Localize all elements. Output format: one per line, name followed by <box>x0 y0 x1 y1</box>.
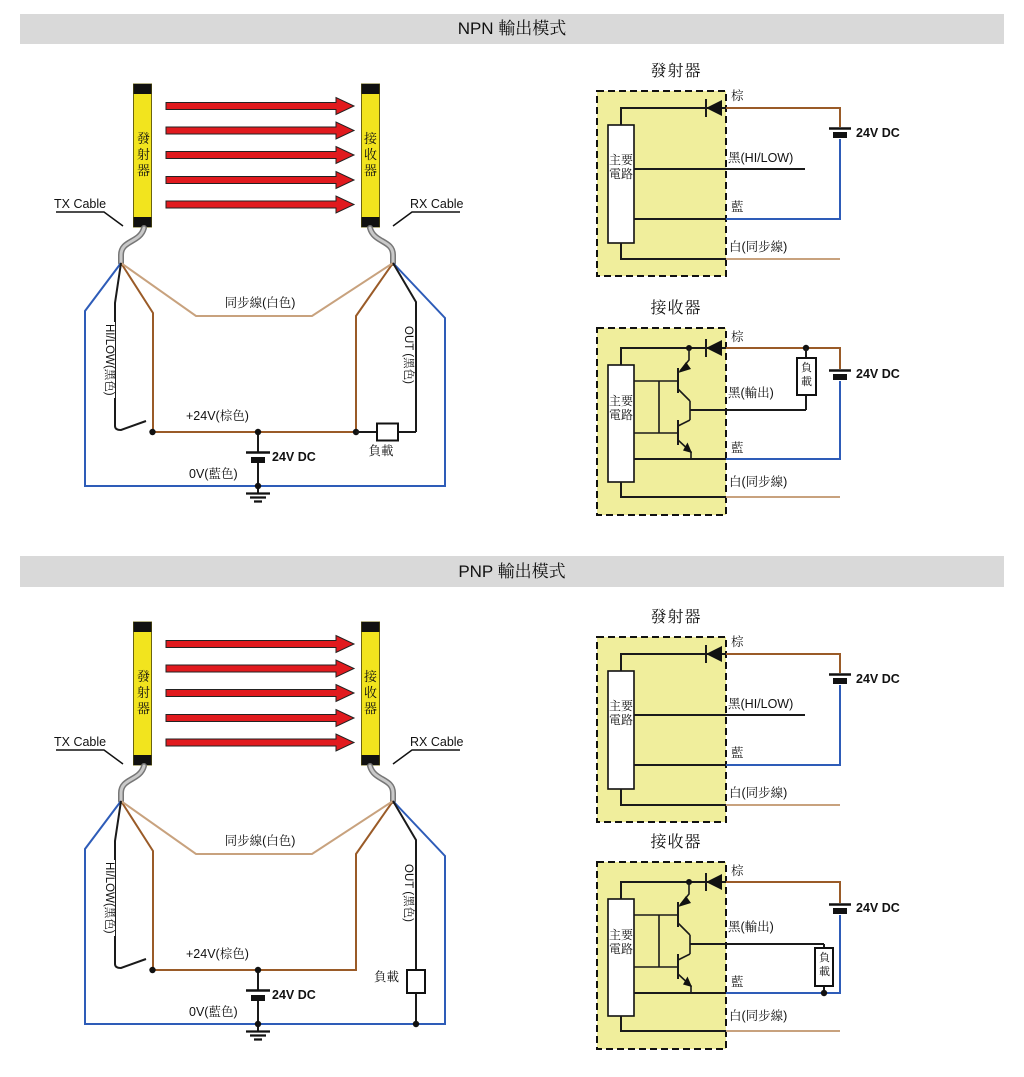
black-out-label: 黑(輸出) <box>728 920 774 934</box>
receiver-circuit-title: 接收器 <box>650 300 702 317</box>
curtain-supply-label: 24V DC <box>272 450 316 464</box>
blue-wire-label: 藍 <box>731 746 744 760</box>
npn-curtain-load <box>353 419 416 441</box>
brown-wire-label: 棕 <box>731 330 744 344</box>
main-circuit-label: 主要電路 <box>609 394 634 423</box>
receiver-circuit-title: 接收器 <box>650 834 702 851</box>
white-sync-label: 白(同步線) <box>729 786 788 800</box>
emitter-bar-label: 發射器 <box>136 131 150 178</box>
main-circuit-label: 主要電路 <box>609 699 634 728</box>
tx-cable-label: TX Cable <box>54 197 107 211</box>
emitter-circuit-title: 發射器 <box>650 63 702 80</box>
brown-wire-label: 棕 <box>731 89 744 103</box>
out-wire-label: OUT (黑色) <box>401 326 414 384</box>
receiver-bar-label: 接收器 <box>363 669 377 716</box>
supply-label: 24V DC <box>856 126 900 140</box>
load-label: 負載 <box>801 362 812 388</box>
npn-receiver-circuit <box>597 328 851 515</box>
hilow-wire-label: HI/LOW(黑色) <box>102 324 115 396</box>
pnp-receiver-circuit <box>597 862 851 1049</box>
brown-wire-label: 棕 <box>731 864 744 878</box>
black-hilow-label: 黑(HI/LOW) <box>728 151 794 165</box>
blue-wire-label: 藍 <box>731 975 744 989</box>
white-sync-label: 白(同步線) <box>729 475 788 489</box>
blue-wire-label: 藍 <box>731 200 744 214</box>
white-sync-label: 白(同步線) <box>729 1009 788 1023</box>
main-circuit-label: 主要電路 <box>609 928 634 957</box>
supply-label: 24V DC <box>856 901 900 915</box>
pnp-curtain-load <box>407 957 425 1027</box>
npn-curtain-diagram <box>56 84 460 502</box>
load-label: 負載 <box>819 952 830 978</box>
sync-line-label: 同步線(白色) <box>214 834 306 848</box>
pnp-curtain-diagram <box>56 622 460 1040</box>
rx-cable-label: RX Cable <box>410 197 464 211</box>
npn-emitter-circuit <box>597 91 851 276</box>
supply-label: 24V DC <box>856 672 900 686</box>
v0-wire-label: 0V(藍色) <box>189 1005 238 1019</box>
sync-line-label: 同步線(白色) <box>214 296 306 310</box>
v0-wire-label: 0V(藍色) <box>189 467 238 481</box>
p24-wire-label: +24V(棕色) <box>186 409 249 423</box>
out-wire-label: OUT (黑色) <box>401 864 414 922</box>
rx-cable-label: RX Cable <box>410 735 464 749</box>
tx-cable-label: TX Cable <box>54 735 107 749</box>
emitter-bar-label: 發射器 <box>136 669 150 716</box>
receiver-bar-label: 接收器 <box>363 131 377 178</box>
p24-wire-label: +24V(棕色) <box>186 947 249 961</box>
supply-label: 24V DC <box>856 367 900 381</box>
load-label: 負載 <box>374 970 400 984</box>
emitter-circuit-title: 發射器 <box>650 609 702 626</box>
hilow-wire-label: HI/LOW(黑色) <box>102 862 115 934</box>
white-sync-label: 白(同步線) <box>729 240 788 254</box>
blue-wire-label: 藍 <box>731 441 744 455</box>
black-hilow-label: 黑(HI/LOW) <box>728 697 794 711</box>
black-out-label: 黑(輸出) <box>728 386 774 400</box>
load-label: 負載 <box>368 444 394 458</box>
brown-wire-label: 棕 <box>731 635 744 649</box>
main-circuit-label: 主要電路 <box>609 153 634 182</box>
pnp-emitter-circuit <box>597 637 851 822</box>
section-header-npn: NPN 輸出模式 <box>20 14 1004 44</box>
curtain-supply-label: 24V DC <box>272 988 316 1002</box>
section-header-pnp: PNP 輸出模式 <box>20 556 1004 587</box>
